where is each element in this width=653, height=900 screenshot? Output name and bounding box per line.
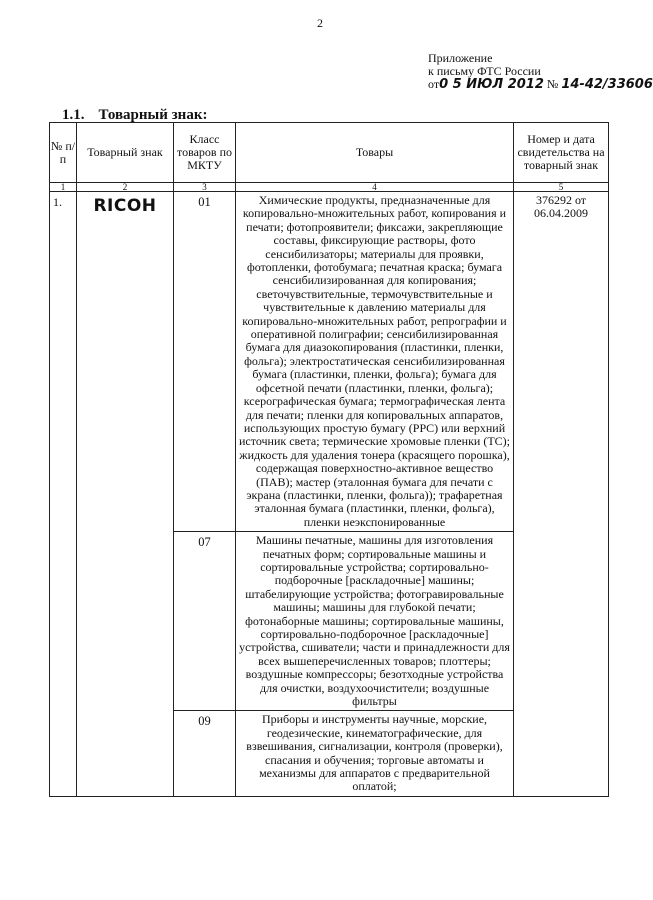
table-row — [50, 192, 609, 532]
appendix-date-stamp: 0 5 ИЮЛ 2012 — [439, 77, 544, 92]
appendix-doc-number: 14-42/33606 — [561, 77, 653, 92]
class-code: 01 — [174, 192, 236, 532]
appendix-block — [428, 52, 653, 91]
header-mark: Товарный знак — [77, 123, 174, 183]
appendix-recipient: к письму ФТС России — [428, 64, 541, 78]
column-number: 3 — [174, 183, 236, 192]
table-header-row — [50, 123, 609, 183]
header-goods: Товары — [236, 123, 514, 183]
certificate-cell: 376292 от 06.04.2009 — [514, 192, 609, 797]
section-title: Товарный знак: — [98, 107, 208, 123]
column-number: 1 — [50, 183, 77, 192]
page-number: 2 — [317, 16, 323, 30]
goods-description: Машины печатные, машины для изготовления печатных форм; сортировальные машины и сортировальные устройства; сортировально-подборочные [раскладочные] машины; штабелирующие устройства; фотогравировальные машины; машины для глубокой печати; фотонаборные машины; сортировальные машины, сортировально-подборочное [раскладочные] устройства, сшиватели; части и принадлежности для всех вышеперечисленных товаров; плоттеры; воздушные компрессоры; безотходные устройства для очистки, воздухоочистители; воздушные фильтры — [236, 532, 514, 711]
appendix-reference — [428, 78, 653, 91]
appendix-number-sign: № — [546, 77, 559, 91]
goods-description: Приборы и инструменты научные, морские, геодезические, кинематографические, для взвешивания, сигнализации, контроля (проверки), спасания и обучения; торговые автоматы и механизмы для аппаратов с предварительной оплатой; — [236, 711, 514, 796]
column-number: 4 — [236, 183, 514, 192]
header-cert: Номер и дата свидетельства на товарный знак — [514, 123, 609, 183]
appendix-from-label: от — [428, 77, 440, 91]
header-num: № п/п — [50, 123, 77, 183]
goods-description: Химические продукты, предназначенные для копировально-множительных работ, копирования и печати; фотопроявители; фиксажи, закрепляющие составы, фиксирующие растворы, фото сенсибилизаторы; материалы для проявки, фотопленки, фотобумага; печатная краска; бумага сенсибилизированная для копирования; светочувствительные, термочувствительные и чувствительные к давлению материалы для копировально-множительных работ, репрографии и оперативной полиграфии; сенсибилизированная бумага для диазокопирования (пластинки, пленки, фольга); электростатическая сенсибилизированная бумага (пластинки, пленки, фольга); бумага для офсетной печати (пластинки, пленки, фольга); ксерографическая бумага; термографическая лента для печати; пленки для копировальных аппаратов, использующих простую бумагу (PPC) или верхний источник света; термические хромовые пленки (TC); жидкость для удаления тонера (красящего порошка), содержащая поверхностно-активное вещество (ПАВ); мастер (эталонная бумага для печати с экрана (пластинки, пленки, фольга)); трафаретная эталонная бумага (пластинки, пленки, фольга), пленки неэкспонированные — [236, 192, 514, 532]
appendix-title: Приложение — [428, 51, 493, 65]
column-number: 5 — [514, 183, 609, 192]
column-number: 2 — [77, 183, 174, 192]
header-class: Класс товаров по МКТУ — [174, 123, 236, 183]
ricoh-logo: RICOH — [93, 196, 157, 216]
class-code: 07 — [174, 532, 236, 711]
row-number: 1. — [50, 192, 77, 797]
trademark-cell — [77, 192, 174, 797]
column-number-row — [50, 183, 609, 192]
class-code: 09 — [174, 711, 236, 796]
trademark-table — [49, 122, 609, 797]
section-number: 1.1. — [62, 107, 85, 123]
